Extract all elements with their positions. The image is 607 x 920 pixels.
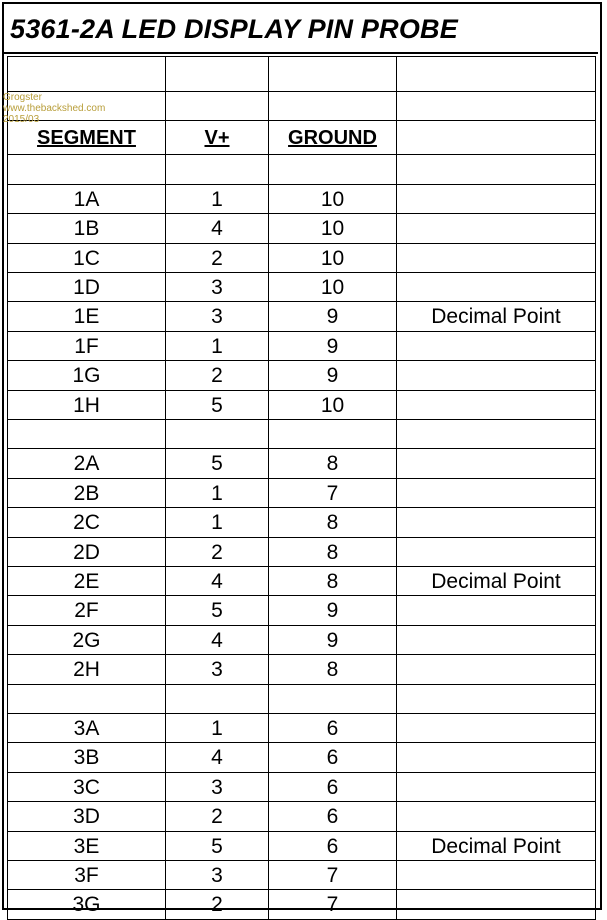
table-cell — [397, 479, 596, 508]
table-cell: 6 — [269, 773, 397, 802]
table-row — [7, 273, 596, 302]
table-cell — [397, 714, 596, 743]
table-cell: 2 — [166, 361, 269, 390]
table-cell — [397, 244, 596, 273]
table-cell: 2F — [7, 596, 166, 625]
table-row — [7, 685, 596, 714]
table-cell — [397, 890, 596, 919]
table-cell: 6 — [269, 832, 397, 861]
table-cell: 1E — [7, 302, 166, 331]
table-cell — [397, 773, 596, 802]
table-row — [7, 596, 596, 625]
table-cell: 8 — [269, 538, 397, 567]
table-cell — [7, 155, 166, 184]
table-cell — [397, 861, 596, 890]
table-cell: 6 — [269, 714, 397, 743]
watermark-line: www.thebackshed.com — [3, 103, 106, 114]
table-cell: 1 — [166, 508, 269, 537]
table-row — [7, 449, 596, 478]
table-cell: 5 — [166, 596, 269, 625]
table-cell: 2H — [7, 655, 166, 684]
table-cell — [397, 743, 596, 772]
table-cell — [7, 56, 166, 92]
table-cell: 2B — [7, 479, 166, 508]
table-cell: 3G — [7, 890, 166, 919]
table-cell: 8 — [269, 449, 397, 478]
table-cell: 3D — [7, 802, 166, 831]
table-row — [7, 655, 596, 684]
table-cell — [397, 596, 596, 625]
table-row — [7, 832, 596, 861]
table-row — [7, 773, 596, 802]
table-cell — [397, 538, 596, 567]
page-title: 5361-2A LED DISPLAY PIN PROBE — [10, 14, 458, 44]
table-cell: 1F — [7, 332, 166, 361]
table-cell: 4 — [166, 567, 269, 596]
table-row — [7, 626, 596, 655]
table-cell: 1D — [7, 273, 166, 302]
table-cell: 4 — [166, 626, 269, 655]
title-divider — [2, 52, 598, 54]
table-cell — [269, 420, 397, 449]
table-cell: 1B — [7, 214, 166, 243]
table-row — [7, 214, 596, 243]
table-row — [7, 185, 596, 214]
table-cell — [397, 273, 596, 302]
table-cell: 1C — [7, 244, 166, 273]
table-cell: 5 — [166, 391, 269, 420]
column-header — [397, 121, 596, 155]
table-row — [7, 391, 596, 420]
table-cell: 1 — [166, 185, 269, 214]
table-cell: 5 — [166, 832, 269, 861]
table-row — [7, 155, 596, 184]
table-cell: 3C — [7, 773, 166, 802]
table-row — [7, 714, 596, 743]
table-cell — [397, 56, 596, 92]
table-row — [7, 508, 596, 537]
table-cell — [397, 92, 596, 121]
table-cell: 10 — [269, 273, 397, 302]
table-cell: 1G — [7, 361, 166, 390]
table-cell: 3F — [7, 861, 166, 890]
table-cell: Decimal Point — [397, 302, 596, 331]
table-cell — [397, 626, 596, 655]
table-row — [7, 361, 596, 390]
table-row — [7, 244, 596, 273]
table-row — [7, 92, 596, 121]
table-cell — [397, 185, 596, 214]
table-row — [7, 743, 596, 772]
table-row — [7, 56, 596, 92]
table-cell — [166, 420, 269, 449]
table-cell: 3 — [166, 302, 269, 331]
table-cell: 2 — [166, 890, 269, 919]
table-cell: 2A — [7, 449, 166, 478]
table-cell — [397, 802, 596, 831]
table-cell — [269, 56, 397, 92]
table-row — [7, 479, 596, 508]
watermark-line: Grogster — [3, 92, 42, 103]
table-header-row — [7, 121, 596, 155]
table-cell: 3A — [7, 714, 166, 743]
table-cell: Decimal Point — [397, 832, 596, 861]
table-cell: 1 — [166, 332, 269, 361]
table-cell: Decimal Point — [397, 567, 596, 596]
table-cell: 3 — [166, 655, 269, 684]
table-cell: 7 — [269, 479, 397, 508]
table-cell — [166, 56, 269, 92]
table-cell — [397, 685, 596, 714]
table-cell: 3 — [166, 773, 269, 802]
table-cell: 6 — [269, 802, 397, 831]
table-cell: 9 — [269, 332, 397, 361]
table-cell — [269, 685, 397, 714]
table-cell: 2C — [7, 508, 166, 537]
table-cell — [7, 420, 166, 449]
table-cell — [397, 508, 596, 537]
table-cell: 3B — [7, 743, 166, 772]
table-cell — [397, 155, 596, 184]
table-cell: 9 — [269, 361, 397, 390]
table-row — [7, 567, 596, 596]
table-cell: 5 — [166, 449, 269, 478]
table-cell — [397, 420, 596, 449]
table-cell: 2G — [7, 626, 166, 655]
table-cell: 1H — [7, 391, 166, 420]
table-cell: 2E — [7, 567, 166, 596]
table-cell — [397, 332, 596, 361]
table-cell — [166, 92, 269, 121]
table-cell: 9 — [269, 626, 397, 655]
table-cell — [397, 391, 596, 420]
table-cell — [397, 449, 596, 478]
table-cell — [166, 155, 269, 184]
table-row — [7, 538, 596, 567]
table-cell — [269, 155, 397, 184]
table-cell: 2D — [7, 538, 166, 567]
table-cell: 1 — [166, 479, 269, 508]
table-cell — [7, 685, 166, 714]
table-cell: 8 — [269, 655, 397, 684]
table-cell: 10 — [269, 185, 397, 214]
table-cell: 6 — [269, 743, 397, 772]
table-cell: 10 — [269, 214, 397, 243]
table-cell: 10 — [269, 391, 397, 420]
table-cell: 10 — [269, 244, 397, 273]
table-cell: 2 — [166, 244, 269, 273]
table-cell — [397, 655, 596, 684]
table-cell: 7 — [269, 890, 397, 919]
table-cell: 2 — [166, 802, 269, 831]
table-cell: 9 — [269, 302, 397, 331]
column-header: GROUND — [269, 121, 397, 155]
table-cell: 8 — [269, 567, 397, 596]
column-header: V+ — [166, 121, 269, 155]
table-row — [7, 890, 596, 919]
table-cell: 4 — [166, 214, 269, 243]
table-row — [7, 332, 596, 361]
table-row — [7, 420, 596, 449]
table-cell — [397, 214, 596, 243]
table-cell: 1A — [7, 185, 166, 214]
table-row — [7, 861, 596, 890]
table-cell: 7 — [269, 861, 397, 890]
table-cell: 9 — [269, 596, 397, 625]
table-cell — [7, 92, 166, 121]
table-row — [7, 302, 596, 331]
table-cell: 3 — [166, 861, 269, 890]
table-cell: 2 — [166, 538, 269, 567]
table-cell — [397, 361, 596, 390]
table-row — [7, 802, 596, 831]
table-cell: 3 — [166, 273, 269, 302]
table-cell: 8 — [269, 508, 397, 537]
table-cell — [269, 92, 397, 121]
table-cell: 1 — [166, 714, 269, 743]
column-header: SEGMENT — [7, 121, 166, 155]
watermark-line: 2015/03 — [3, 114, 40, 125]
table-cell — [166, 685, 269, 714]
table-cell: 3E — [7, 832, 166, 861]
table-cell: 4 — [166, 743, 269, 772]
